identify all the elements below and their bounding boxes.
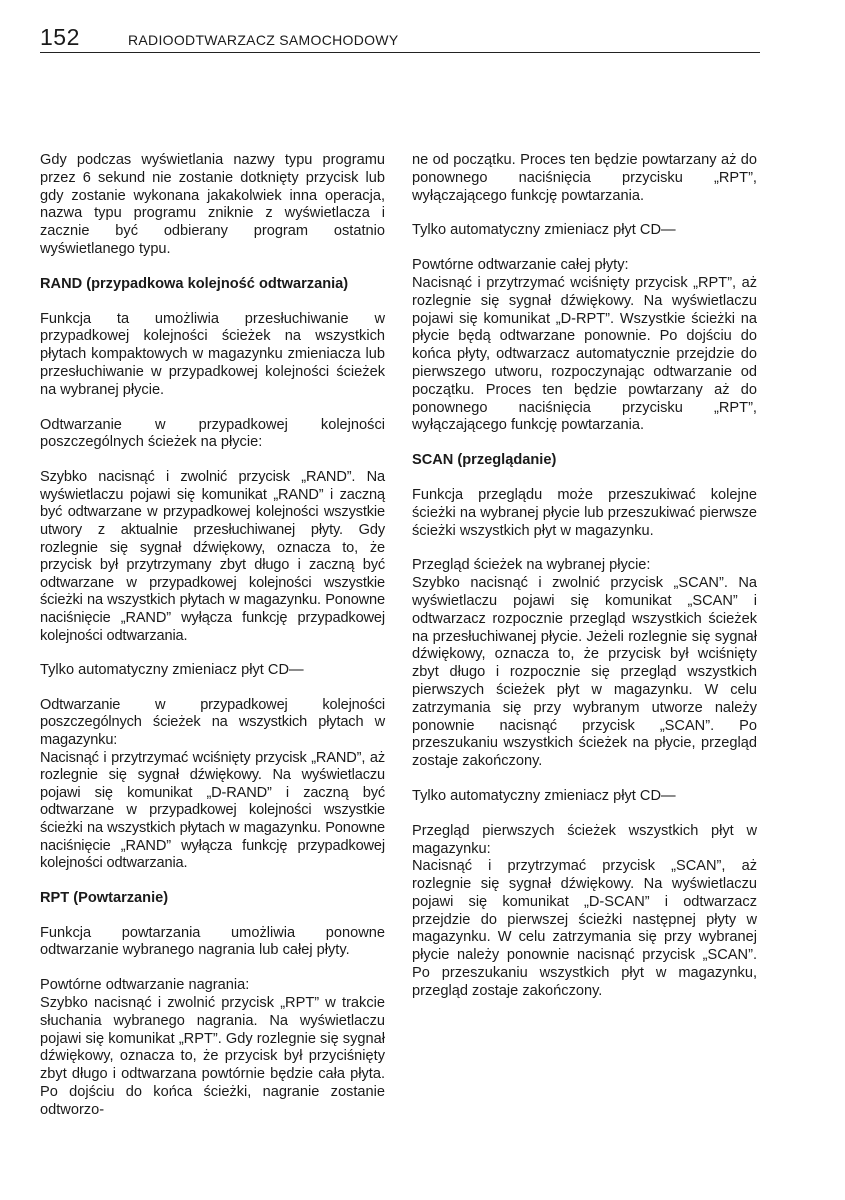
page-header — [40, 22, 760, 53]
paragraph-program-type: Gdy podczas wyświetlania nazwy typu programu przez 6 sekund nie zostanie dotknięty przycisk lub gdy zostanie wykonana jakakolwiek inna operacja, nazwa typu programu zniknie z wyświetlacza i zacznie być odbierany program ostatnio wyświetlanego typu. — [40, 152, 385, 257]
rand-all-discs-steps: Nacisnąć i przytrzymać wciśnięty przycisk „RAND”, aż rozlegnie się sygnał dźwiękowy. Na wyświetlaczu pojawi się komunikat „D-RAND” i zaczną być odtwarzane w przypadkowej kolejności wszystkie ścieżki na wszystkich płytach w magazynku. Ponowne naciśnięcie „RAND” wyłącza funkcję przypadkowej kolejności odtwarzania. — [40, 749, 385, 872]
rpt-track-steps: Szybko nacisnąć i zwolnić przycisk „RPT” w trakcie słuchania wybranego nagrania. Na wyświetlaczu pojawi się komunikat „RPT”. Gdy rozlegnie się sygnał dźwiękowy, oznacza to, że przycisk był przyciśnięty zbyt długo i odtwarzana powtórnie będzie cała płyta. Po dojściu do końca ścieżki, nagranie zostanie odtworzo- — [40, 995, 385, 1118]
heading-rpt: RPT (Powtarzanie) — [40, 889, 169, 906]
paragraph-rand-all-discs — [40, 697, 385, 873]
paragraph-rand-single-disc-label: Odtwarzanie w przypadkowej kolejności poszczególnych ścieżek na płycie: — [40, 416, 385, 451]
rpt-disc-steps: Nacisnąć i przytrzymać wciśnięty przycisk „RPT”, aż rozlegnie się sygnał dźwiękowy. Na wyświetlaczu pojawi się komunikat „D-RPT”. Wszystkie ścieżki na płycie będą odtwarzane ponownie. Po dojściu do końca płyty, odtwarzacz automatycznie przejdzie do pierwszego utworu, rozpoczynając odtwarzanie od początku. Proces ten będzie powtarzany aż do ponownego naciśnięcia przycisku „RPT”, wyłączającego funkcję powtarzania. — [412, 274, 757, 434]
scan-disc-steps: Szybko nacisnąć i zwolnić przycisk „SCAN”. Na wyświetlaczu pojawi się komunikat „SCAN” i odtwarzacz rozpocznie przegląd wszystkich ścieżek na przesłuchiwanej płycie. Jeżeli rozlegnie się sygnał dźwiękowy, oznacza to, że przycisk był wciśnięty zbyt długo i rozpocznie się przegląd wszystkich pierwszych ścieżek płyt w magazynku. W celu zatrzymania się przy wybranym utworze należy ponownie nacisnąć przycisk „SCAN”. Po przeszukaniu wszystkich ścieżek na płycie, przegląd zostaje zakończony. — [412, 575, 757, 770]
paragraph-scan-disc — [412, 557, 757, 771]
scan-disc-label: Przegląd ścieżek na wybranej płycie: — [412, 557, 651, 574]
paragraph-rpt-disc — [412, 257, 757, 435]
right-column — [412, 152, 757, 1018]
left-column — [40, 152, 385, 1137]
heading-scan: SCAN (przeglądanie) — [412, 452, 557, 469]
paragraph-scan-all-discs — [412, 823, 757, 1001]
paragraph-rand-single-disc-steps: Szybko nacisnąć i zwolnić przycisk „RAND”. Na wyświetlaczu pojawi się komunikat „RAND” i zaczną być odtwarzane w przypadkowej kolejności wszystkie utwory z aktualnie przesłuchiwanej płyty. Gdy rozlegnie się sygnał dźwiękowy, oznacza to, że przycisk był przytrzymany zbyt długo i zaczną być odtwarzane w przypadkowej kolejności wszystkie ścieżki na wszystkich płytach w magazynku. Ponowne naciśnięcie „RAND” wyłącza funkcję przypadkowej kolejności odtwarzania. — [40, 469, 385, 644]
paragraph-rand-intro: Funkcja ta umożliwia przesłuchiwanie w przypadkowej kolejności ścieżek na wszystkich płytach kompaktowych w magazynku zmieniacza lub przesłuchiwanie w przypadkowej kolejności ścieżek na wybranej płycie. — [40, 310, 385, 398]
heading-rand: RAND (przypadkowa kolejność odtwarzania) — [40, 275, 349, 292]
rpt-disc-label: Powtórne odtwarzanie całej płyty: — [412, 257, 629, 274]
paragraph-scan-intro: Funkcja przeglądu może przeszukiwać kolejne ścieżki na wybranej płycie lub przeszukiwać pierwsze ścieżki wszystkich płyt w magazynku. — [412, 486, 757, 539]
scan-all-discs-steps: Nacisnąć i przytrzymać przycisk „SCAN”, aż rozlegnie się sygnał dźwiękowy. Na wyświetlaczu pojawi się komunikat „D-SCAN” i odtwarzacz przejdzie do pierwszej ścieżki następnej płyty w magazynku. W celu zatrzymania się przy wybranej płycie należy ponownie nacisnąć przycisk „SCAN”. Po przeszukaniu wszystkich płyt w magazynku, przegląd zostaje zakończony. — [412, 858, 757, 999]
rand-all-discs-label: Odtwarzanie w przypadkowej kolejności poszczególnych ścieżek na wszystkich płytach w magazynku: — [40, 696, 385, 749]
paragraph-rpt-intro: Funkcja powtarzania umożliwia ponowne odtwarzanie wybranego nagrania lub całej płyty. — [40, 924, 385, 959]
scan-all-discs-label: Przegląd pierwszych ścieżek wszystkich płyt w magazynku: — [412, 822, 757, 857]
paragraph-changer-only-3: Tylko automatyczny zmieniacz płyt CD— — [412, 787, 676, 804]
paragraph-changer-only-2: Tylko automatyczny zmieniacz płyt CD— — [412, 222, 676, 239]
paragraph-rpt-track — [40, 977, 385, 1119]
paragraph-changer-only-1: Tylko automatyczny zmieniacz płyt CD— — [40, 662, 304, 679]
rpt-track-label: Powtórne odtwarzanie nagrania: — [40, 977, 250, 994]
running-title: RADIOODTWARZACZ SAMOCHODOWY — [128, 32, 399, 48]
page-number: 152 — [40, 24, 80, 50]
paragraph-rpt-continued: ne od początku. Proces ten będzie powtarzany aż do ponownego naciśnięcia przycisku „RPT”, wyłączającego funkcję powtarzania. — [412, 152, 757, 204]
